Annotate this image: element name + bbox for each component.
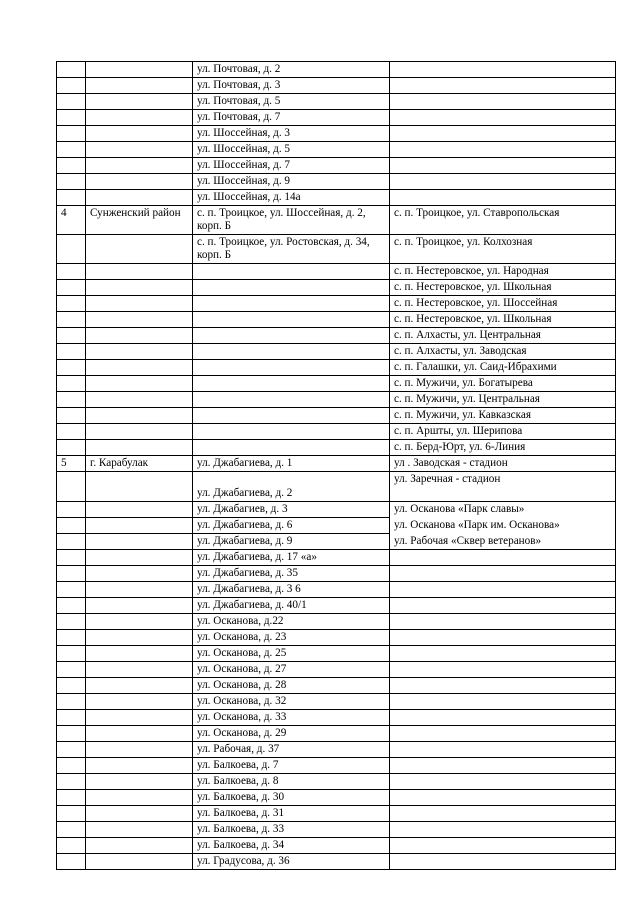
table-row: [57, 280, 616, 296]
row-number: [57, 502, 86, 518]
location-cell: [390, 726, 616, 742]
location-cell: [390, 78, 616, 94]
location-cell: с. п. Мужичи, ул. Центральная: [390, 392, 616, 408]
row-number: [57, 566, 86, 582]
row-number: [57, 392, 86, 408]
district-cell: [86, 280, 193, 296]
address-cell: ул. Шоссейная, д. 5: [193, 142, 390, 158]
row-number: [57, 598, 86, 614]
district-cell: [86, 424, 193, 440]
row-number: [57, 518, 86, 534]
table-row: [57, 206, 616, 235]
district-cell: [86, 822, 193, 838]
location-cell: [390, 630, 616, 646]
row-number: [57, 344, 86, 360]
location-cell: [390, 142, 616, 158]
row-number: [57, 694, 86, 710]
address-cell: ул. Балкоева, д. 7: [193, 758, 390, 774]
location-cell: с. п. Алхасты, ул. Центральная: [390, 328, 616, 344]
table-row: [57, 456, 616, 472]
row-number: [57, 806, 86, 822]
table-row: [57, 376, 616, 392]
row-number: [57, 534, 86, 550]
address-cell: ул. Осканова, д. 33: [193, 710, 390, 726]
table-row: [57, 758, 616, 774]
table-row: [57, 472, 616, 502]
district-cell: [86, 502, 193, 518]
location-cell: ул. Осканова «Парк им. Осканова»: [390, 518, 616, 534]
location-cell: [390, 694, 616, 710]
row-number: [57, 662, 86, 678]
district-cell: [86, 296, 193, 312]
table-row: [57, 174, 616, 190]
location-cell: [390, 598, 616, 614]
table-row: [57, 566, 616, 582]
location-cell: [390, 110, 616, 126]
row-number: [57, 78, 86, 94]
location-cell: с. п. Нестеровское, ул. Народная: [390, 264, 616, 280]
district-cell: [86, 854, 193, 870]
row-number: [57, 174, 86, 190]
location-cell: [390, 742, 616, 758]
location-cell: [390, 62, 616, 78]
row-number: [57, 822, 86, 838]
district-cell: [86, 312, 193, 328]
district-cell: [86, 174, 193, 190]
address-cell: ул. Градусова, д. 36: [193, 854, 390, 870]
address-cell: [193, 296, 390, 312]
row-number: [57, 678, 86, 694]
row-number: [57, 280, 86, 296]
district-cell: [86, 790, 193, 806]
row-number: [57, 726, 86, 742]
address-cell: ул. Почтовая, д. 7: [193, 110, 390, 126]
location-cell: с. п. Нестеровское, ул. Шоссейная: [390, 296, 616, 312]
address-cell: [193, 440, 390, 456]
address-table: [56, 61, 616, 870]
district-cell: [86, 678, 193, 694]
address-cell: ул. Шоссейная, д. 14а: [193, 190, 390, 206]
location-cell: [390, 126, 616, 142]
location-cell: ул . Заводская - стадион: [390, 456, 616, 472]
row-number: [57, 774, 86, 790]
address-cell: ул. Джабагиева, д. 35: [193, 566, 390, 582]
address-cell: ул. Осканова, д. 23: [193, 630, 390, 646]
location-cell: с. п. Галашки, ул. Саид-Ибрахими: [390, 360, 616, 376]
district-cell: [86, 774, 193, 790]
district-cell: [86, 646, 193, 662]
table-row: [57, 790, 616, 806]
address-cell: [193, 312, 390, 328]
district-cell: [86, 742, 193, 758]
table-row: [57, 264, 616, 280]
address-cell: ул. Почтовая, д. 5: [193, 94, 390, 110]
row-number: [57, 110, 86, 126]
table-row: [57, 726, 616, 742]
address-cell: с. п. Троицкое, ул. Ростовская, д. 34, корп. Б: [193, 235, 390, 264]
address-cell: [193, 376, 390, 392]
address-cell: ул. Балкоева, д. 8: [193, 774, 390, 790]
location-cell: [390, 678, 616, 694]
row-number: [57, 328, 86, 344]
row-number: [57, 758, 86, 774]
table-row: [57, 582, 616, 598]
district-cell: [86, 806, 193, 822]
table-row: [57, 662, 616, 678]
district-cell: [86, 190, 193, 206]
district-cell: Сунженский район: [86, 206, 193, 235]
row-number: [57, 190, 86, 206]
table-row: [57, 235, 616, 264]
row-number: [57, 472, 86, 502]
location-cell: с. п. Троицкое, ул. Ставропольская: [390, 206, 616, 235]
district-cell: [86, 630, 193, 646]
address-cell: ул. Балкоева, д. 30: [193, 790, 390, 806]
table-row: [57, 158, 616, 174]
district-cell: [86, 598, 193, 614]
table-row: [57, 646, 616, 662]
address-cell: ул. Балкоева, д. 31: [193, 806, 390, 822]
table-row: [57, 614, 616, 630]
address-cell: ул. Шоссейная, д. 9: [193, 174, 390, 190]
location-cell: [390, 806, 616, 822]
row-number: [57, 94, 86, 110]
district-cell: [86, 472, 193, 502]
district-cell: [86, 838, 193, 854]
address-cell: с. п. Троицкое, ул. Шоссейная, д. 2, корп. Б: [193, 206, 390, 235]
table-row: [57, 190, 616, 206]
address-cell: ул. Почтовая, д. 3: [193, 78, 390, 94]
district-cell: [86, 158, 193, 174]
row-number: [57, 630, 86, 646]
district-cell: [86, 344, 193, 360]
address-cell: [193, 280, 390, 296]
address-cell: [193, 424, 390, 440]
address-cell: ул. Осканова, д. 27: [193, 662, 390, 678]
table-row: [57, 502, 616, 518]
row-number: [57, 376, 86, 392]
district-cell: [86, 328, 193, 344]
location-cell: [390, 662, 616, 678]
row-number: [57, 408, 86, 424]
location-cell: ул. Осканова «Парк славы»: [390, 502, 616, 518]
district-cell: [86, 694, 193, 710]
table-row: [57, 838, 616, 854]
row-number: [57, 710, 86, 726]
location-cell: с. п. Мужичи, ул. Богатырева: [390, 376, 616, 392]
address-cell: ул. Осканова, д. 29: [193, 726, 390, 742]
row-number: [57, 126, 86, 142]
address-cell: [193, 360, 390, 376]
location-cell: [390, 774, 616, 790]
location-cell: [390, 582, 616, 598]
row-number: [57, 360, 86, 376]
location-cell: с. п. Нестеровское, ул. Школьная: [390, 312, 616, 328]
address-cell: ул. Осканова, д.22: [193, 614, 390, 630]
table-row: [57, 854, 616, 870]
district-cell: [86, 440, 193, 456]
row-number: [57, 158, 86, 174]
row-number: [57, 646, 86, 662]
table-row: [57, 408, 616, 424]
district-cell: [86, 392, 193, 408]
table-row: [57, 710, 616, 726]
table-row: [57, 142, 616, 158]
district-cell: [86, 235, 193, 264]
address-cell: ул. Джабагиева, д. 40/1: [193, 598, 390, 614]
district-cell: [86, 518, 193, 534]
row-number: [57, 614, 86, 630]
address-cell: ул. Джабагиев, д. 3: [193, 502, 390, 518]
address-cell: ул. Джабагиева, д. 9: [193, 534, 390, 550]
location-cell: [390, 614, 616, 630]
location-cell: [390, 838, 616, 854]
table-row: [57, 126, 616, 142]
row-number: [57, 296, 86, 312]
district-cell: г. Карабулак: [86, 456, 193, 472]
table-row: [57, 440, 616, 456]
row-number: [57, 550, 86, 566]
district-cell: [86, 726, 193, 742]
district-cell: [86, 408, 193, 424]
district-cell: [86, 94, 193, 110]
address-cell: ул. Осканова, д. 25: [193, 646, 390, 662]
location-cell: с. п. Берд-Юрт, ул. 6-Линия: [390, 440, 616, 456]
district-cell: [86, 62, 193, 78]
row-number: [57, 142, 86, 158]
location-cell: ул. Заречная - стадион: [390, 472, 616, 502]
district-cell: [86, 78, 193, 94]
district-cell: [86, 360, 193, 376]
district-cell: [86, 614, 193, 630]
row-number: [57, 742, 86, 758]
address-cell: [193, 328, 390, 344]
district-cell: [86, 534, 193, 550]
district-cell: [86, 566, 193, 582]
location-cell: [390, 790, 616, 806]
address-cell: [193, 408, 390, 424]
table-row: [57, 78, 616, 94]
location-cell: [390, 646, 616, 662]
row-number: [57, 235, 86, 264]
location-cell: с. п. Алхасты, ул. Заводская: [390, 344, 616, 360]
table-row: [57, 822, 616, 838]
table-row: [57, 62, 616, 78]
row-number: 5: [57, 456, 86, 472]
address-cell: ул. Шоссейная, д. 3: [193, 126, 390, 142]
table-row: [57, 518, 616, 534]
row-number: 4: [57, 206, 86, 235]
location-cell: [390, 822, 616, 838]
address-cell: ул. Балкоева, д. 33: [193, 822, 390, 838]
address-cell: ул. Джабагиева, д. 3 6: [193, 582, 390, 598]
table-row: [57, 694, 616, 710]
address-cell: ул. Джабагиева, д. 17 «а»: [193, 550, 390, 566]
address-cell: ул. Джабагиева, д. 1: [193, 456, 390, 472]
address-cell: ул. Балкоева, д. 34: [193, 838, 390, 854]
address-cell: ул. Шоссейная, д. 7: [193, 158, 390, 174]
location-cell: с. п. Нестеровское, ул. Школьная: [390, 280, 616, 296]
location-cell: с. п. Аршты, ул. Шерипова: [390, 424, 616, 440]
address-cell: ул. Почтовая, д. 2: [193, 62, 390, 78]
address-cell: ул. Осканова, д. 32: [193, 694, 390, 710]
address-cell: [193, 392, 390, 408]
location-cell: [390, 758, 616, 774]
table-row: [57, 550, 616, 566]
table-row: [57, 742, 616, 758]
row-number: [57, 62, 86, 78]
location-cell: [390, 190, 616, 206]
location-cell: [390, 174, 616, 190]
address-cell: [193, 264, 390, 280]
table-row: [57, 392, 616, 408]
location-cell: [390, 94, 616, 110]
district-cell: [86, 376, 193, 392]
table-row: [57, 774, 616, 790]
district-cell: [86, 662, 193, 678]
location-cell: [390, 550, 616, 566]
location-cell: [390, 710, 616, 726]
table-row: [57, 110, 616, 126]
row-number: [57, 854, 86, 870]
district-cell: [86, 582, 193, 598]
district-cell: [86, 110, 193, 126]
district-cell: [86, 126, 193, 142]
district-cell: [86, 550, 193, 566]
table-row: [57, 328, 616, 344]
table-row: [57, 424, 616, 440]
address-cell: ул. Рабочая, д. 37: [193, 742, 390, 758]
district-cell: [86, 710, 193, 726]
location-cell: с. п. Мужичи, ул. Кавказская: [390, 408, 616, 424]
address-cell: ул. Осканова, д. 28: [193, 678, 390, 694]
table-row: [57, 360, 616, 376]
table-row: [57, 296, 616, 312]
location-cell: [390, 158, 616, 174]
location-cell: ул. Рабочая «Сквер ветеранов»: [390, 534, 616, 550]
district-cell: [86, 758, 193, 774]
location-cell: с. п. Троицкое, ул. Колхозная: [390, 235, 616, 264]
row-number: [57, 312, 86, 328]
table-row: [57, 598, 616, 614]
address-cell: [193, 344, 390, 360]
district-cell: [86, 264, 193, 280]
location-cell: [390, 854, 616, 870]
table-row: [57, 344, 616, 360]
table-row: [57, 534, 616, 550]
address-table-body: [57, 62, 616, 870]
table-row: [57, 94, 616, 110]
row-number: [57, 424, 86, 440]
row-number: [57, 264, 86, 280]
row-number: [57, 440, 86, 456]
table-row: [57, 678, 616, 694]
address-cell: ул. Джабагиева, д. 2: [193, 472, 390, 502]
table-row: [57, 806, 616, 822]
table-row: [57, 630, 616, 646]
row-number: [57, 838, 86, 854]
location-cell: [390, 566, 616, 582]
row-number: [57, 790, 86, 806]
district-cell: [86, 142, 193, 158]
address-cell: ул. Джабагиева, д. 6: [193, 518, 390, 534]
row-number: [57, 582, 86, 598]
table-row: [57, 312, 616, 328]
